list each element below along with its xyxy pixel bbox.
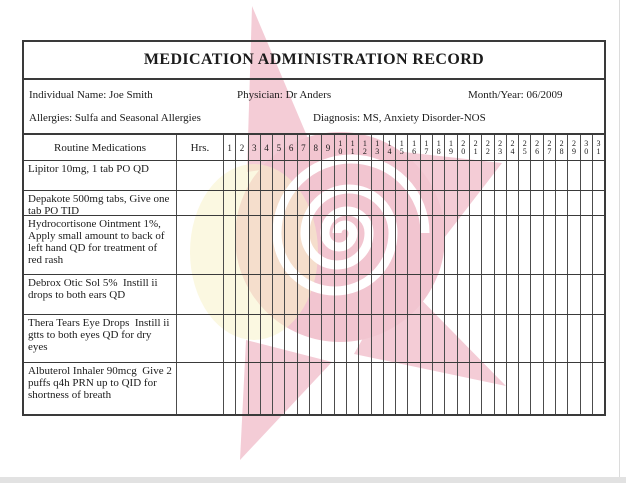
day-cell-12[interactable] [359, 216, 371, 274]
day-header-17: 1 7 [421, 135, 433, 160]
day-cell-4[interactable] [261, 216, 273, 274]
day-header-14: 1 4 [384, 135, 396, 160]
day-cell-20[interactable] [458, 363, 470, 414]
day-cell-13[interactable] [372, 161, 384, 190]
day-cell-28[interactable] [556, 363, 568, 414]
day-cell-3[interactable] [249, 191, 261, 215]
medication-name: Debrox Otic Sol 5% Instill ii drops to both ears QD [24, 275, 177, 314]
day-cell-24[interactable] [507, 275, 519, 314]
physician-field: Physician: Dr Anders [237, 89, 332, 101]
day-cell-17[interactable] [421, 363, 433, 414]
day-cell-3[interactable] [249, 216, 261, 274]
day-cell-11[interactable] [347, 363, 359, 414]
hrs-cell[interactable] [177, 315, 224, 362]
day-cell-21[interactable] [470, 315, 482, 362]
day-cell-13[interactable] [372, 216, 384, 274]
day-cell-18[interactable] [433, 363, 445, 414]
day-cell-18[interactable] [433, 161, 445, 190]
hrs-cell[interactable] [177, 161, 224, 190]
month-year-field: Month/Year: 06/2009 [468, 89, 563, 101]
day-cell-21[interactable] [470, 191, 482, 215]
day-cell-26[interactable] [531, 191, 543, 215]
day-cell-28[interactable] [556, 315, 568, 362]
day-cell-22[interactable] [482, 161, 494, 190]
patient-info-section [24, 80, 604, 133]
day-cell-30[interactable] [581, 363, 593, 414]
day-cell-8[interactable] [310, 216, 322, 274]
day-cell-14[interactable] [384, 315, 396, 362]
day-cell-20[interactable] [458, 161, 470, 190]
medication-name: Lipitor 10mg, 1 tab PO QD [24, 161, 177, 190]
day-cell-15[interactable] [396, 191, 408, 215]
day-header-13: 1 3 [372, 135, 384, 160]
day-header-7: 7 [298, 135, 310, 160]
day-cell-16[interactable] [408, 191, 420, 215]
medication-name: Albuterol Inhaler 90mcg Give 2 puffs q4h PRN up to QID for shortness of breath [24, 363, 177, 414]
day-cell-29[interactable] [568, 275, 580, 314]
day-header-19: 1 9 [445, 135, 457, 160]
day-cell-20[interactable] [458, 275, 470, 314]
day-cell-2[interactable] [236, 275, 248, 314]
day-cell-24[interactable] [507, 191, 519, 215]
day-cell-11[interactable] [347, 216, 359, 274]
hrs-cell[interactable] [177, 216, 224, 274]
day-cell-2[interactable] [236, 315, 248, 362]
day-cell-15[interactable] [396, 363, 408, 414]
day-header-23: 2 3 [495, 135, 507, 160]
day-cell-8[interactable] [310, 315, 322, 362]
day-cell-26[interactable] [531, 161, 543, 190]
page-right-edge [619, 0, 620, 477]
day-cell-12[interactable] [359, 315, 371, 362]
day-cell-29[interactable] [568, 315, 580, 362]
day-cell-22[interactable] [482, 216, 494, 274]
hrs-cell[interactable] [177, 275, 224, 314]
day-cell-23[interactable] [495, 363, 507, 414]
day-cell-23[interactable] [495, 161, 507, 190]
day-header-6: 6 [285, 135, 297, 160]
day-cell-9[interactable] [322, 363, 334, 414]
day-cell-17[interactable] [421, 216, 433, 274]
day-cell-2[interactable] [236, 216, 248, 274]
day-cell-3[interactable] [249, 275, 261, 314]
day-cell-23[interactable] [495, 191, 507, 215]
day-cell-4[interactable] [261, 315, 273, 362]
medication-row [24, 216, 604, 275]
day-cell-13[interactable] [372, 191, 384, 215]
day-cell-26[interactable] [531, 216, 543, 274]
day-header-11: 1 1 [347, 135, 359, 160]
day-cell-19[interactable] [445, 275, 457, 314]
allergies-field: Allergies: Sulfa and Seasonal Allergies [29, 112, 201, 124]
day-cell-7[interactable] [298, 161, 310, 190]
day-cell-27[interactable] [544, 275, 556, 314]
day-header-27: 2 7 [544, 135, 556, 160]
day-cell-27[interactable] [544, 161, 556, 190]
day-cell-9[interactable] [322, 216, 334, 274]
day-cell-28[interactable] [556, 275, 568, 314]
day-cell-11[interactable] [347, 275, 359, 314]
day-cell-13[interactable] [372, 275, 384, 314]
day-cell-1[interactable] [224, 161, 236, 190]
day-cell-25[interactable] [519, 315, 531, 362]
day-cell-10[interactable] [335, 363, 347, 414]
day-cell-21[interactable] [470, 216, 482, 274]
day-cell-3[interactable] [249, 363, 261, 414]
day-header-30: 3 0 [581, 135, 593, 160]
day-cell-20[interactable] [458, 216, 470, 274]
medication-row [24, 275, 604, 315]
day-cell-4[interactable] [261, 161, 273, 190]
day-cell-5[interactable] [273, 275, 285, 314]
day-cell-13[interactable] [372, 315, 384, 362]
day-cell-9[interactable] [322, 275, 334, 314]
day-cell-26[interactable] [531, 315, 543, 362]
medication-name: Hydrocortisone Ointment 1%, Apply small amount to back of left hand QD for treatment of red rash [24, 216, 177, 274]
day-cell-16[interactable] [408, 216, 420, 274]
day-cell-22[interactable] [482, 191, 494, 215]
day-cell-24[interactable] [507, 315, 519, 362]
day-cell-18[interactable] [433, 216, 445, 274]
day-cell-2[interactable] [236, 191, 248, 215]
day-cell-28[interactable] [556, 161, 568, 190]
day-cell-10[interactable] [335, 275, 347, 314]
day-cell-14[interactable] [384, 275, 396, 314]
day-cell-24[interactable] [507, 363, 519, 414]
day-cell-11[interactable] [347, 191, 359, 215]
day-cell-15[interactable] [396, 275, 408, 314]
day-cell-27[interactable] [544, 216, 556, 274]
day-cell-27[interactable] [544, 315, 556, 362]
day-cell-5[interactable] [273, 191, 285, 215]
day-cell-24[interactable] [507, 216, 519, 274]
day-cell-3[interactable] [249, 161, 261, 190]
day-cell-9[interactable] [322, 315, 334, 362]
day-cell-10[interactable] [335, 161, 347, 190]
day-cell-30[interactable] [581, 315, 593, 362]
day-cell-19[interactable] [445, 191, 457, 215]
day-cell-5[interactable] [273, 363, 285, 414]
day-cell-29[interactable] [568, 161, 580, 190]
day-header-4: 4 [261, 135, 273, 160]
day-cell-27[interactable] [544, 191, 556, 215]
day-cell-18[interactable] [433, 315, 445, 362]
day-cell-1[interactable] [224, 216, 236, 274]
day-cell-6[interactable] [285, 191, 297, 215]
day-cell-31[interactable] [593, 275, 604, 314]
day-cell-11[interactable] [347, 161, 359, 190]
day-cell-16[interactable] [408, 363, 420, 414]
day-header-12: 1 2 [359, 135, 371, 160]
mar-form [22, 40, 606, 416]
day-header-16: 1 6 [408, 135, 420, 160]
day-header-2: 2 [236, 135, 248, 160]
day-cell-29[interactable] [568, 191, 580, 215]
day-cell-18[interactable] [433, 275, 445, 314]
day-cell-31[interactable] [593, 315, 604, 362]
day-cell-3[interactable] [249, 315, 261, 362]
day-cell-29[interactable] [568, 216, 580, 274]
day-cell-15[interactable] [396, 315, 408, 362]
day-cell-17[interactable] [421, 161, 433, 190]
day-cell-31[interactable] [593, 363, 604, 414]
day-header-18: 1 8 [433, 135, 445, 160]
day-header-10: 1 0 [335, 135, 347, 160]
day-cell-10[interactable] [335, 315, 347, 362]
day-cell-2[interactable] [236, 363, 248, 414]
day-cell-14[interactable] [384, 216, 396, 274]
day-cell-7[interactable] [298, 315, 310, 362]
day-cell-7[interactable] [298, 275, 310, 314]
day-cell-1[interactable] [224, 191, 236, 215]
day-cell-17[interactable] [421, 315, 433, 362]
day-cell-22[interactable] [482, 363, 494, 414]
day-cell-19[interactable] [445, 363, 457, 414]
medication-row [24, 363, 604, 414]
day-cell-6[interactable] [285, 315, 297, 362]
day-cell-5[interactable] [273, 315, 285, 362]
day-cell-23[interactable] [495, 315, 507, 362]
day-cell-23[interactable] [495, 216, 507, 274]
day-header-29: 2 9 [568, 135, 580, 160]
day-header-28: 2 8 [556, 135, 568, 160]
day-cell-8[interactable] [310, 191, 322, 215]
day-cell-16[interactable] [408, 161, 420, 190]
medication-name: Thera Tears Eye Drops Instill ii gtts to both eyes QD for dry eyes [24, 315, 177, 362]
day-cell-6[interactable] [285, 216, 297, 274]
day-cell-7[interactable] [298, 216, 310, 274]
individual-name-field: Individual Name: Joe Smith [29, 89, 153, 101]
page-bottom-strip [0, 477, 626, 483]
grid-header-row [24, 135, 604, 161]
day-cell-8[interactable] [310, 363, 322, 414]
day-cell-25[interactable] [519, 191, 531, 215]
form-title: MEDICATION ADMINISTRATION RECORD [143, 51, 485, 68]
day-cell-30[interactable] [581, 216, 593, 274]
day-cell-14[interactable] [384, 161, 396, 190]
day-cell-19[interactable] [445, 315, 457, 362]
hrs-cell[interactable] [177, 363, 224, 414]
day-cell-30[interactable] [581, 161, 593, 190]
day-header-15: 1 5 [396, 135, 408, 160]
day-cell-4[interactable] [261, 275, 273, 314]
day-header-25: 2 5 [519, 135, 531, 160]
day-cell-9[interactable] [322, 161, 334, 190]
day-cell-31[interactable] [593, 191, 604, 215]
day-cell-1[interactable] [224, 315, 236, 362]
day-cell-1[interactable] [224, 275, 236, 314]
hrs-header: Hrs. [177, 135, 224, 160]
day-cell-8[interactable] [310, 161, 322, 190]
day-cell-30[interactable] [581, 191, 593, 215]
medication-row [24, 191, 604, 216]
day-cell-19[interactable] [445, 161, 457, 190]
day-cell-7[interactable] [298, 191, 310, 215]
day-header-3: 3 [249, 135, 261, 160]
day-cell-4[interactable] [261, 191, 273, 215]
day-cell-21[interactable] [470, 161, 482, 190]
diagnosis-field: Diagnosis: MS, Anxiety Disorder-NOS [313, 112, 486, 124]
day-cell-5[interactable] [273, 216, 285, 274]
day-cell-6[interactable] [285, 275, 297, 314]
hrs-cell[interactable] [177, 191, 224, 215]
day-cell-31[interactable] [593, 161, 604, 190]
day-cell-19[interactable] [445, 216, 457, 274]
medication-name: Depakote 500mg tabs, Give one tab PO TID [24, 191, 177, 215]
day-cell-16[interactable] [408, 275, 420, 314]
day-cell-10[interactable] [335, 191, 347, 215]
day-cell-22[interactable] [482, 275, 494, 314]
day-cell-25[interactable] [519, 363, 531, 414]
medication-row [24, 315, 604, 363]
day-cell-7[interactable] [298, 363, 310, 414]
day-cell-9[interactable] [322, 191, 334, 215]
day-cell-25[interactable] [519, 275, 531, 314]
day-cell-14[interactable] [384, 191, 396, 215]
day-header-24: 2 4 [507, 135, 519, 160]
day-cell-4[interactable] [261, 363, 273, 414]
day-cell-5[interactable] [273, 161, 285, 190]
day-cell-12[interactable] [359, 191, 371, 215]
day-cell-10[interactable] [335, 216, 347, 274]
day-cell-31[interactable] [593, 216, 604, 274]
day-cell-21[interactable] [470, 363, 482, 414]
day-header-26: 2 6 [531, 135, 543, 160]
day-cell-6[interactable] [285, 161, 297, 190]
day-cell-12[interactable] [359, 161, 371, 190]
day-cell-2[interactable] [236, 161, 248, 190]
day-cell-26[interactable] [531, 275, 543, 314]
routine-medications-header: Routine Medications [24, 135, 177, 160]
day-cell-11[interactable] [347, 315, 359, 362]
day-header-8: 8 [310, 135, 322, 160]
day-cell-28[interactable] [556, 191, 568, 215]
day-header-31: 3 1 [596, 139, 601, 156]
day-cell-23[interactable] [495, 275, 507, 314]
day-cell-13[interactable] [372, 363, 384, 414]
mar-grid [24, 133, 604, 414]
form-title-row [24, 42, 604, 80]
medication-row [24, 161, 604, 191]
day-cell-21[interactable] [470, 275, 482, 314]
day-cell-30[interactable] [581, 275, 593, 314]
day-cell-12[interactable] [359, 363, 371, 414]
day-cell-22[interactable] [482, 315, 494, 362]
day-cell-20[interactable] [458, 191, 470, 215]
day-cell-15[interactable] [396, 216, 408, 274]
day-cell-25[interactable] [519, 161, 531, 190]
day-cell-1[interactable] [224, 363, 236, 414]
day-cell-8[interactable] [310, 275, 322, 314]
day-cell-28[interactable] [556, 216, 568, 274]
day-header-20: 2 0 [458, 135, 470, 160]
day-cell-24[interactable] [507, 161, 519, 190]
day-cell-17[interactable] [421, 275, 433, 314]
day-header-1: 1 [224, 135, 236, 160]
day-cell-14[interactable] [384, 363, 396, 414]
day-cell-25[interactable] [519, 216, 531, 274]
day-cell-16[interactable] [408, 315, 420, 362]
day-cell-18[interactable] [433, 191, 445, 215]
day-header-21: 2 1 [470, 135, 482, 160]
day-cell-29[interactable] [568, 363, 580, 414]
day-cell-26[interactable] [531, 363, 543, 414]
day-cell-20[interactable] [458, 315, 470, 362]
day-cell-15[interactable] [396, 161, 408, 190]
day-cell-12[interactable] [359, 275, 371, 314]
day-header-5: 5 [273, 135, 285, 160]
day-header-9: 9 [322, 135, 334, 160]
day-cell-6[interactable] [285, 363, 297, 414]
day-cell-27[interactable] [544, 363, 556, 414]
day-cell-17[interactable] [421, 191, 433, 215]
day-header-22: 2 2 [482, 135, 494, 160]
